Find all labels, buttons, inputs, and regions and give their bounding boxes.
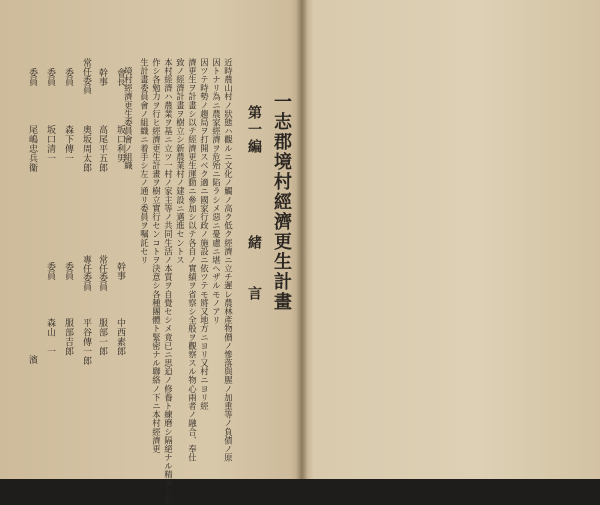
intro-line-7: 作シ各勉力ヲ行ヒ經濟更生計畫ヲ樹立實行センコトヲ決意シ各種團體ト緊密ナル聯絡ノ下ニ本村經濟更 (151, 58, 162, 454)
member-name: 濱 (27, 355, 37, 365)
member-role: 委員 (63, 262, 73, 280)
member-name: 中西素郎 (115, 318, 125, 356)
member-role: 委員 (63, 68, 73, 86)
member-role: 會長 (115, 68, 125, 86)
intro-line-8: 生計畫委員會ノ組織ニ着手シ左ノ通リ委員ヲ嘱託セリ (139, 58, 150, 265)
intro-line-1: 近時農山村ノ狀態ハ觀ルニ文化ノ觸ノ高ク低ク經濟ニ立チ遲レ農林產物價ノ慘落與腥ノ加重等ノ負債ノ原 (223, 58, 234, 462)
member-name: 森山 一 (45, 318, 55, 356)
member-role: 委員 (45, 262, 55, 280)
member-role: 幹事 (97, 68, 107, 86)
member-name: 高尾平五郎 (97, 125, 107, 173)
member-role: 專任委員 (81, 255, 91, 291)
section-heading: 緒 言 (246, 235, 262, 303)
member-role: 常任委員 (97, 255, 107, 291)
intro-line-4: 濟更生ヲ計畫シ以テ經濟更生運動ニ參加シ以テ各自ノ實績ヲ省察シ全般ヲ觀察スル物心兩者ノ融合、奉仕 (187, 58, 198, 462)
member-name: 平谷傳一郎 (81, 318, 91, 366)
member-name: 服部一郎 (97, 318, 107, 356)
intro-line-3: 因ツテ時勢ノ趨局ヲ打開スベク適ニ國家行政ノ施設ニ依ツテモ將又地方ニヨリ又村ニヨリ經 (199, 58, 210, 411)
member-name: 森下傳一 (63, 125, 73, 163)
member-name: 坂口利男 (115, 125, 125, 163)
member-name: 坂口清一 (45, 125, 55, 163)
committee-heading: 境村經濟更生委員會ノ組織 (123, 58, 134, 170)
document-title: 一志郡境村經濟更生計畫 (271, 92, 292, 312)
member-role: 常任委員 (81, 58, 91, 94)
right-page (302, 0, 600, 479)
intro-line-6: 本村經濟ハ農業ヲ基ニ立ツ一村ノ家主等ノ共同生活ノ本質ヲ自覺セシメ竟已ニ思迫ノ修養ト練磨シ隔絕ナル精神ヲ振 (163, 58, 174, 505)
part-label: 第一編 (246, 105, 262, 156)
member-name: 尾嶋忠兵衞 (27, 125, 37, 173)
book-gutter (296, 0, 308, 479)
member-name: 服部吉郎 (63, 318, 73, 356)
member-name: 奧坂周太郎 (81, 125, 91, 173)
member-role: 委員 (27, 68, 37, 86)
intro-line-2: 因トナリ為ニ農家經濟ヲ危殆ニ陷ラシメ惡ニ憂慮ニ堪ヘザルモノアリ (211, 58, 222, 325)
member-role: 幹事 (115, 262, 125, 280)
intro-line-5: 致ノ經濟計畫ヲ樹立シ新農業村ノ建設ニ邁進セントス (175, 58, 186, 265)
member-role: 委員 (45, 68, 55, 86)
